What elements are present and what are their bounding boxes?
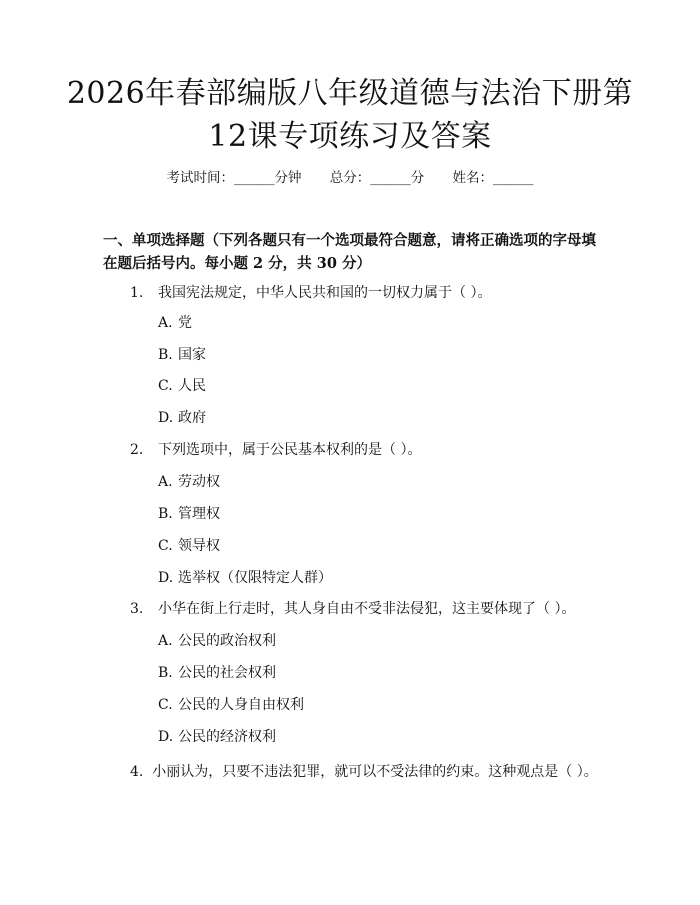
option-letter: C. bbox=[158, 538, 173, 554]
option-letter: D. bbox=[158, 410, 174, 426]
option-letter: B. bbox=[158, 506, 173, 522]
question-3 bbox=[130, 599, 575, 619]
question-number: 3. bbox=[130, 601, 144, 617]
option-letter: A. bbox=[158, 474, 173, 490]
page-title: 2026年春部编版八年级道德与法治下册第12课专项练习及答案 bbox=[66, 76, 634, 154]
option-letter: D. bbox=[158, 729, 174, 745]
option-2d bbox=[158, 568, 332, 588]
option-1d bbox=[158, 408, 206, 428]
option-text: 人民 bbox=[178, 378, 206, 394]
question-number: 2. bbox=[130, 442, 144, 458]
option-text: 公民的政治权利 bbox=[178, 633, 276, 649]
option-text: 党 bbox=[178, 315, 192, 331]
exam-time-field: 考试时间：______分钟 bbox=[166, 170, 302, 186]
option-text: 领导权 bbox=[178, 538, 220, 554]
question-stem: 小华在街上行走时，其人身自由不受非法侵犯，这主要体现了（ ）。 bbox=[158, 601, 576, 617]
option-text: 国家 bbox=[178, 347, 206, 363]
question-number: 4. bbox=[130, 764, 144, 780]
option-2c bbox=[158, 536, 220, 556]
option-3c bbox=[158, 695, 304, 715]
option-1c bbox=[158, 376, 206, 396]
option-1b bbox=[158, 345, 206, 365]
option-3d bbox=[158, 727, 276, 747]
option-text: 公民的人身自由权利 bbox=[178, 697, 304, 713]
option-2a bbox=[158, 472, 220, 492]
total-score-field: 总分：______分 bbox=[329, 170, 425, 186]
section-heading: 一、单项选择题（下列各题只有一个选项最符合题意，请将正确选项的字母填在题后括号内。每小题 2 分，共 30 分） bbox=[103, 232, 596, 272]
question-1 bbox=[130, 283, 491, 303]
option-letter: D. bbox=[158, 570, 174, 586]
option-letter: A. bbox=[158, 315, 173, 331]
question-stem: 我国宪法规定，中华人民共和国的一切权力属于（ ）。 bbox=[158, 285, 492, 301]
question-number: 1. bbox=[130, 285, 144, 301]
option-letter: C. bbox=[158, 697, 173, 713]
student-name-field: 姓名：______ bbox=[452, 170, 534, 186]
question-stem: 小丽认为，只要不违法犯罪，就可以不受法律的约束。这种观点是（ ）。 bbox=[152, 764, 598, 780]
option-letter: C. bbox=[158, 378, 173, 394]
option-3b bbox=[158, 663, 276, 683]
exam-info-line bbox=[0, 168, 700, 188]
question-2 bbox=[130, 440, 421, 460]
option-text: 公民的社会权利 bbox=[178, 665, 276, 681]
option-letter: B. bbox=[158, 347, 173, 363]
question-4 bbox=[103, 760, 603, 784]
option-3a bbox=[158, 631, 276, 651]
option-text: 劳动权 bbox=[178, 474, 220, 490]
option-1a bbox=[158, 313, 192, 333]
option-letter: B. bbox=[158, 665, 173, 681]
option-2b bbox=[158, 504, 220, 524]
option-letter: A. bbox=[158, 633, 173, 649]
option-text: 管理权 bbox=[178, 506, 220, 522]
option-text: 政府 bbox=[178, 410, 206, 426]
option-text: 公民的经济权利 bbox=[178, 729, 276, 745]
option-text: 选举权（仅限特定人群） bbox=[178, 570, 332, 586]
question-stem: 下列选项中，属于公民基本权利的是（ ）。 bbox=[158, 442, 422, 458]
